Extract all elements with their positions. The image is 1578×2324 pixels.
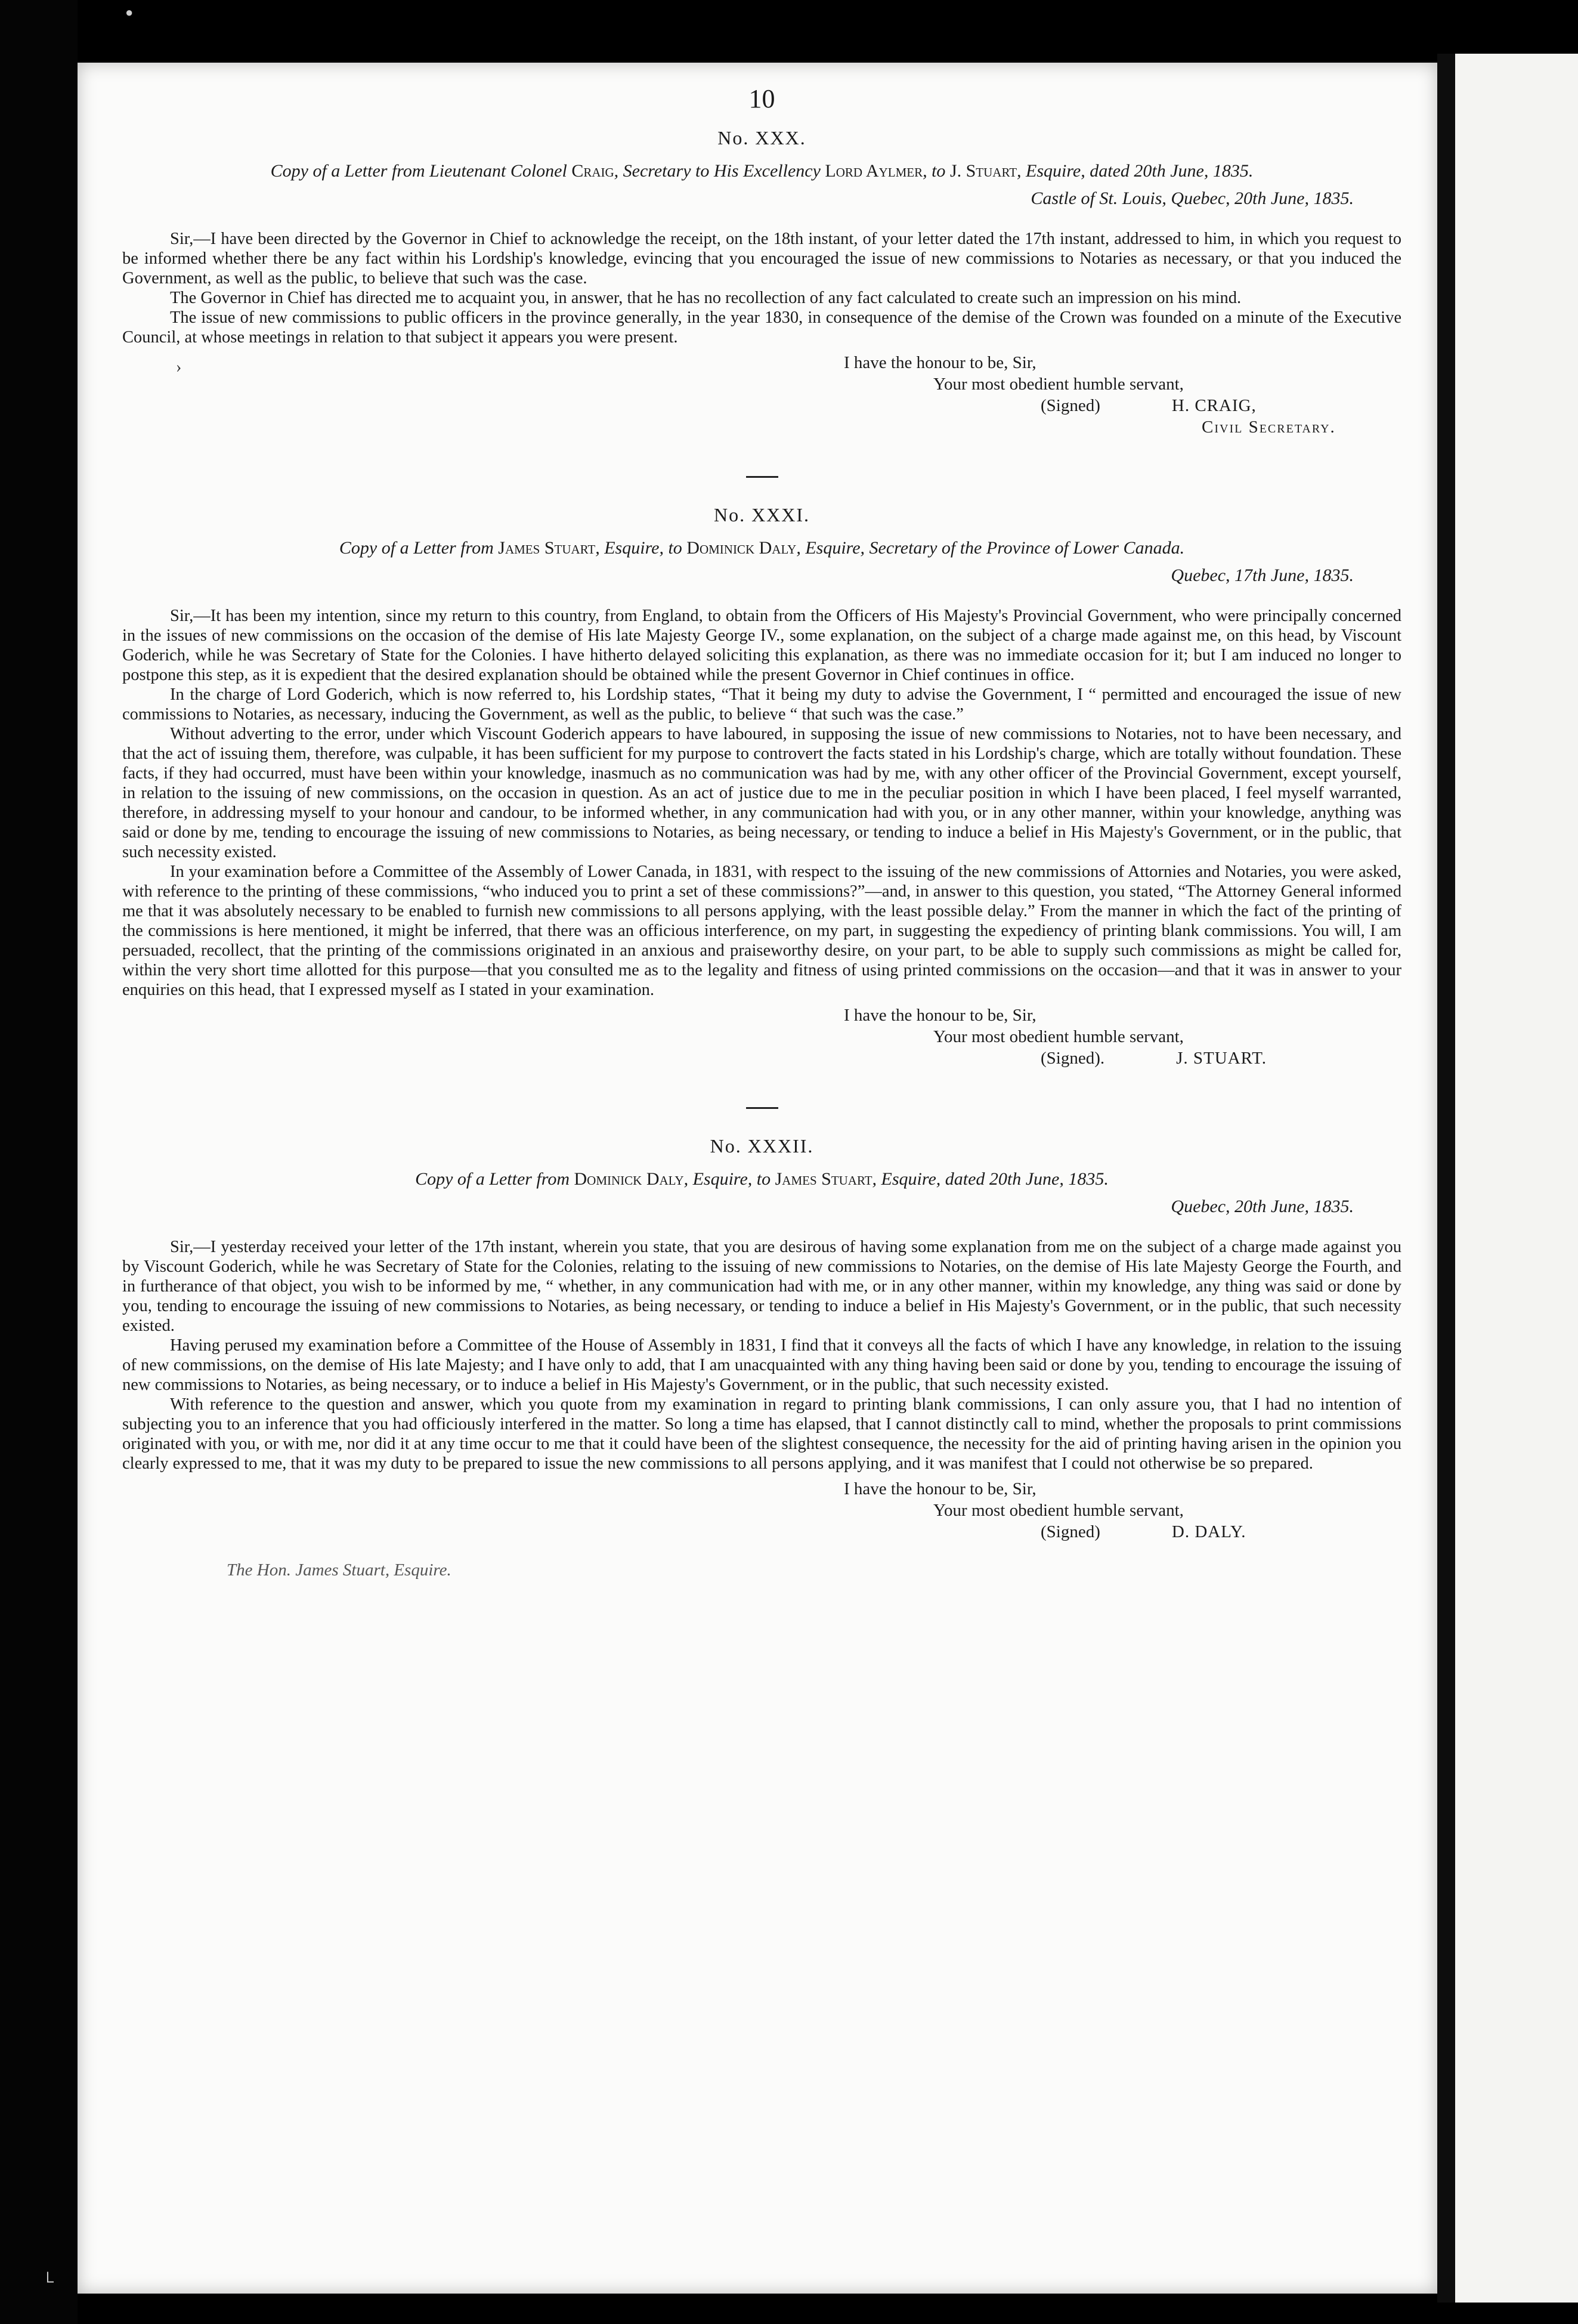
section-divider <box>746 1107 778 1109</box>
letter-subtitle: Copy of a Letter from James Stuart, Esquire, to Dominick Daly, Esquire, Secretary of the Province of Lower Canada. <box>339 538 1185 558</box>
page-content <box>122 72 1401 2028</box>
closing-line: I have the honour to be, Sir, <box>844 353 1036 372</box>
signature-line: (Signed). J. STUART. <box>1041 1049 1267 1068</box>
letter-31 <box>122 504 1401 1069</box>
closing-line: I have the honour to be, Sir, <box>844 1479 1036 1498</box>
page-number: 10 <box>748 84 775 113</box>
paragraph: The issue of new commissions to public officers in the province generally, in the year 1830, in consequence of the demise of the Crown was founded on a minute of the Executive Council, at whose meetings in relation to that subject it appears you were present. <box>122 308 1401 347</box>
scan-left-edge <box>0 0 78 2324</box>
paragraph: With reference to the question and answer, which you quote from my examination in regard to printing blank commissions, I can only assure you, that I had no intention of subjecting you to an inference that you had officiously interfered in the matter. So long a time has elapsed, that I cannot distinctly call to mind, whether the proposals to print commissions originated with you, or with me, nor did it at any time occur to me that it could have been of the slightest consequence, the necessity for the aid of printing having arisen in the opinion you clearly expressed to me, that it was my duty to be prepared to issue the new commissions to all persons applying, and it was manifest that I could not otherwise be so prepared. <box>122 1395 1401 1473</box>
paragraph: The Governor in Chief has directed me to acquaint you, in answer, that he has no recollection of any fact calculated to create such an impression on his mind. <box>170 289 1242 307</box>
letter-30 <box>122 127 1401 438</box>
letter-dateline: Quebec, 17th June, 1835. <box>1171 565 1354 585</box>
facing-page-edge <box>1455 54 1578 2303</box>
letter-subtitle: Copy of a Letter from Lieutenant Colonel Craig, Secretary to His Excellency Lord Aylmer, to J. Stuart, Esquire, dated 20th June, 1835. <box>270 161 1254 181</box>
signature: D. DALY. <box>1171 1522 1246 1541</box>
signature: J. STUART. <box>1176 1049 1267 1068</box>
paragraph: Without adverting to the error, under which Viscount Goderich appears to have laboured, in supposing the issue of new commissions to Notaries, not to have been necessary, and that the act of issuing them, therefore, was culpable, it has been sufficient for my purpose to controvert the facts stated in his Lordship's charge, which are totally without foundation. These facts, if they had occurred, must have been within your knowledge, inasmuch as no communication was had by me, with any other officer of the Provincial Government, except yourself, in relation to the issuing of new commissions, on the occasion in question. As an act of justice due to me in the peculiar position in which I have been placed, I feel myself warranted, therefore, in addressing myself to your honour and candour, to be informed whether, in any communication had with you, or in any other manner, within your knowledge, anything was said or done by me, tending to encourage the issuing of new commissions to Notaries, as being necessary, or tending to induce a belief in His Majesty's Government, or in the public, that such necessity existed. <box>122 725 1401 861</box>
closing-line: I have the honour to be, Sir, <box>844 1006 1036 1025</box>
letter-subtitle: Copy of a Letter from Dominick Daly, Esquire, to James Stuart, Esquire, dated 20th June, 1835. <box>415 1169 1109 1189</box>
page-gutter-shadow <box>1437 54 1455 2303</box>
section-divider <box>746 476 778 478</box>
signatory-title: Civil Secretary. <box>1202 418 1336 437</box>
letter-32 <box>122 1135 1401 1580</box>
letter-heading: No. XXXII. <box>710 1135 814 1157</box>
closing-line: Your most obedient humble servant, <box>933 375 1184 394</box>
closing-line: Your most obedient humble servant, <box>933 1501 1184 1520</box>
paragraph: In your examination before a Committee of the Assembly of Lower Canada, in 1831, with respect to the issuing of the new commissions of Attornies and Notaries, you were asked, with reference to the printing of these commissions, “who induced you to print a set of these commissions?”—and, in answer to this question, you stated, “The Attorney General informed me that it was absolutely necessary to be enabled to furnish new commissions to all persons applying, with the least possible delay.” From the manner in which the fact of the printing of the commissions is here mentioned, it might be inferred, that there was an officious interference, on my part, in suggesting the expediency of printing blank commissions. You will, I am persuaded, recollect, that the printing of the commissions originated in an anxious and praiseworthy desire, on your part, to be able to supply such commissions as might be called for, within the very short time allotted for this purpose—that you consulted me as to the legality and fitness of using printed commissions on the occasion—and that it was in answer to your enquiries on this head, that I expressed myself as I stated in your examination. <box>122 863 1401 999</box>
paragraph: In the charge of Lord Goderich, which is now referred to, his Lordship states, “That it being my duty to advise the Government, I “ permitted and encouraged the issue of new commissions to Notaries, as necessary, inducing the Government, as well as the public, to believe “ that such was the case.” <box>122 685 1401 724</box>
letter-dateline: Quebec, 20th June, 1835. <box>1171 1197 1354 1216</box>
paragraph: Having perused my examination before a Committee of the House of Assembly in 1831, I find that it conveys all the facts of which I have any knowledge, in relation to the issuing of new commissions, on the demise of His late Majesty; and I have only to add, that I am unacquainted with any thing having been said or done by you, tending to encourage the issuing of new commissions to Notaries, as being necessary, or to induce a belief in His Majesty's Government, or in the public, that such necessity existed. <box>122 1336 1401 1394</box>
letter-closing <box>122 1005 1401 1069</box>
letter-closing <box>122 352 1401 438</box>
addressee: The Hon. James Stuart, Esquire. <box>227 1560 451 1580</box>
letter-heading: No. XXX. <box>717 127 806 149</box>
scan-dot-mark: ● <box>125 5 134 20</box>
letter-heading: No. XXXI. <box>713 504 810 526</box>
signature: H. CRAIG, <box>1171 396 1257 415</box>
letter-closing <box>122 1478 1401 1543</box>
paragraph: Sir,—I yesterday received your letter of the 17th instant, wherein you state, that you are desirous of having some explanation from me on the subject of a charge made against you by Viscount Goderich, while he was Secretary of State for the Colonies, relating to the issuing of new commissions to Notaries, on the demise of His late Majesty George the Fourth, and in furtherance of that object, you wish to be informed by me, “ whether, in any communication had with me, or in any other manner, within my knowledge, any thing was said or done by you, tending to encourage the issuing of new commissions to Notaries, as being necessary, or tending to induce a belief in His Majesty's Government, or in the public, that such necessity existed. <box>122 1238 1401 1335</box>
signature-line: (Signed) H. CRAIG, <box>1041 396 1257 415</box>
scan-corner-mark: └ <box>42 2273 54 2291</box>
signature-line: (Signed) D. DALY. <box>1041 1522 1246 1541</box>
margin-mark: › <box>176 358 182 376</box>
letter-dateline: Castle of St. Louis, Quebec, 20th June, 1835. <box>1031 188 1354 208</box>
closing-line: Your most obedient humble servant, <box>933 1027 1184 1046</box>
paragraph: Sir,—I have been directed by the Governor in Chief to acknowledge the receipt, on the 18th instant, of your letter dated the 17th instant, addressed to him, in which you request to be informed whether there be any fact within his Lordship's knowledge, evincing that you encouraged the issue of new commissions to Notaries as necessary, or that you induced the Government, as well as the public, to believe that such was the case. <box>122 230 1401 288</box>
paragraph: Sir,—It has been my intention, since my return to this country, from England, to obtain from the Officers of His Majesty's Provincial Government, who were principally concerned in the issues of new commissions on the occasion of the demise of His late Majesty George IV., some explanation, on the subject of a charge made against me, on this head, by Viscount Goderich, while he was Secretary of State for the Colonies. I have hitherto delayed soliciting this explanation, as there was no immediate occasion for it; but I am induced no longer to postpone this step, as it is expedient that the desired explanation should be obtained while the present Governor in Chief continues in office. <box>122 607 1401 684</box>
